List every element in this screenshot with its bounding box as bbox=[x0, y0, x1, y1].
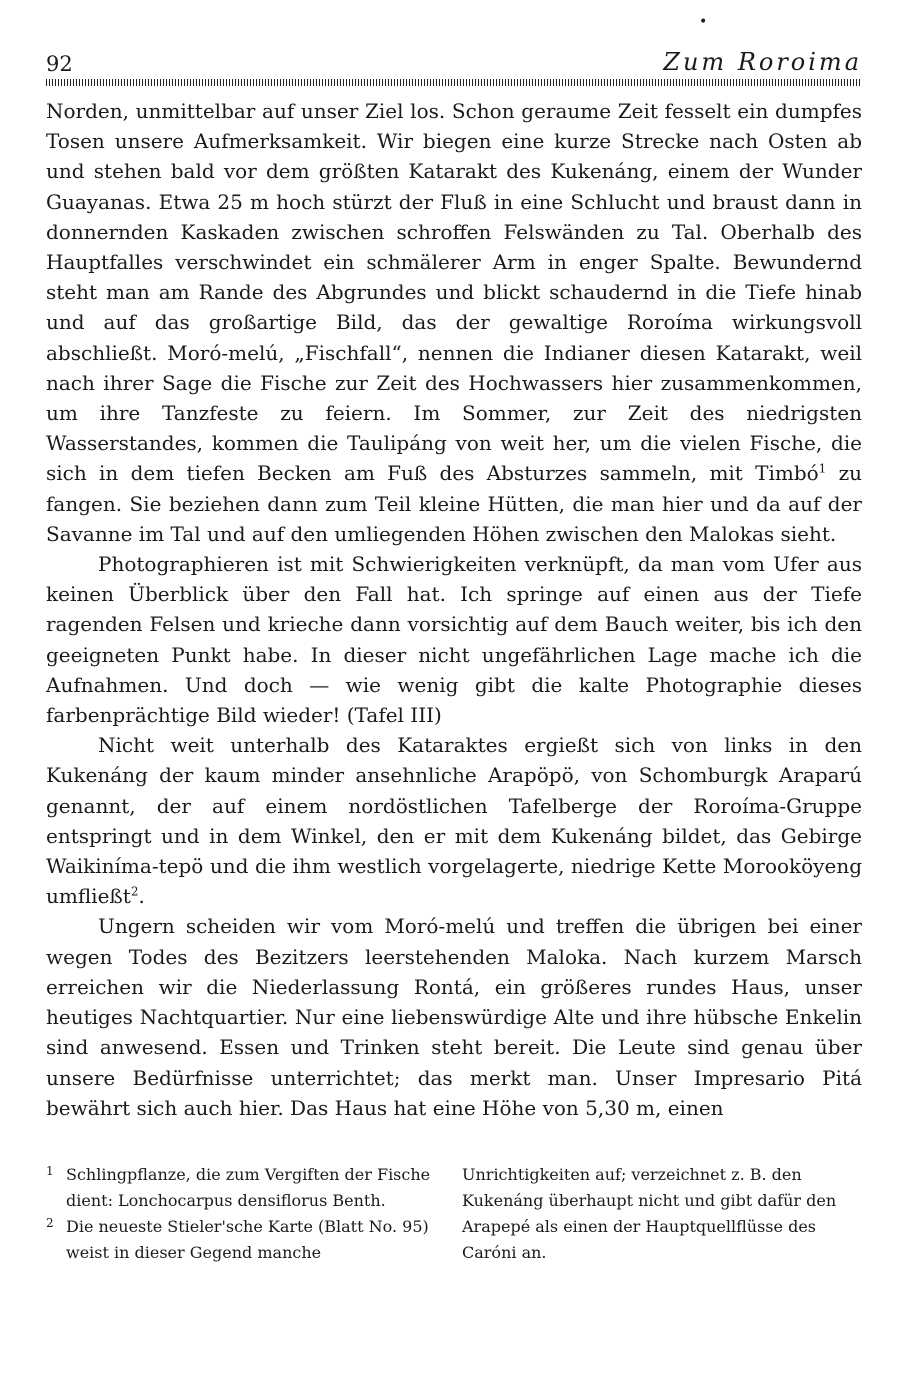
page-number: 92 bbox=[46, 52, 73, 76]
paragraph-1 bbox=[46, 96, 862, 549]
paragraph-4-text: Ungern scheiden wir vom Moró-melú und treffen die übrigen bei einer wegen Todes des Bezitzers leerstehenden Maloka. Nach kurzem Marsch erreichen wir die Niederlassung Rontá, ein größeres rundes Haus, unser heutiges Nachtquartier. Nur eine liebenswürdige Alte und ihre hübsche Enkelin sind anwesend. Essen und Trinken steht bereit. Die Leute sind genau über unsere Bedürfnisse unterrichtet; das merkt man. Unser Impresario Pitá bewährt sich auch hier. Das Haus hat eine Höhe von 5,30 m, einen bbox=[46, 914, 862, 1120]
footnote-1 bbox=[46, 1162, 446, 1214]
body-text bbox=[46, 96, 862, 1123]
page-header bbox=[46, 50, 862, 76]
paragraph-3-text-cont: . bbox=[138, 884, 145, 909]
footnote-1-number: 1 bbox=[46, 1164, 54, 1178]
footnote-1-text: Schlingpflanze, die zum Vergiften der Fische dient: Lonchocarpus densiflorus Benth. bbox=[66, 1165, 431, 1210]
header-rule bbox=[46, 79, 862, 86]
footnote-2-continued: Unrichtigkeiten auf; verzeichnet z. B. den Kukenáng überhaupt nicht und gibt dafür den Arapepé als einen der Hauptquellflüsse des Caróni an. bbox=[462, 1165, 837, 1262]
paragraph-3-text: Nicht weit unterhalb des Kataraktes ergießt sich von links in den Kukenáng der kaum minder ansehnliche Arapöpö, von Schomburgk Araparú genannt, der auf einem nordöstlichen Tafelberge der Roroíma-Gruppe entspringt und in dem Winkel, den er mit dem Kukenáng bildet, das Gebirge Waikiníma-tepö und die ihm westlich vorgelagerte, niedrige Kette Morooköyeng umfließt bbox=[46, 733, 862, 909]
footnote-2 bbox=[46, 1214, 446, 1266]
footnote-ref-2: 2 bbox=[130, 884, 139, 899]
footnotes bbox=[46, 1162, 862, 1266]
print-mark: • bbox=[699, 14, 708, 30]
paragraph-2-text: Photographieren ist mit Schwierigkeiten verknüpft, da man vom Ufer aus keinen Überblick über den Fall hat. Ich springe auf einen aus der Tiefe ragenden Felsen und krieche dann vorsichtig auf dem Bauch weiter, bis ich den geeigneten Punkt habe. In dieser nicht ungefährlichen Lage mache ich die Aufnahmen. Und doch — wie wenig gibt die kalte Photographie dieses farbenprächtige Bild wieder! (Tafel III) bbox=[46, 552, 862, 728]
paragraph-4 bbox=[46, 911, 862, 1122]
paragraph-3 bbox=[46, 730, 862, 911]
footnote-2-number: 2 bbox=[46, 1216, 54, 1230]
footnote-ref-1: 1 bbox=[818, 461, 827, 476]
footnotes-right-column bbox=[462, 1162, 862, 1266]
paragraph-1-text-cont: zu fangen. Sie beziehen dann zum Teil kleine Hütten, die man hier und da auf der Savanne im Tal und auf den umliegenden Höhen zwischen den Malokas sieht. bbox=[46, 461, 863, 546]
paragraph-2 bbox=[46, 549, 862, 730]
footnotes-left-column bbox=[46, 1162, 446, 1266]
paragraph-1-text: Norden, unmittelbar auf unser Ziel los. Schon geraume Zeit fesselt ein dumpfes Tosen unsere Aufmerksamkeit. Wir biegen eine kurze Strecke nach Osten ab und stehen bald vor dem größten Katarakt des Kukenáng, einem der Wunder Guayanas. Etwa 25 m hoch stürzt der Fluß in eine Schlucht und braust dann in donnernden Kaskaden zwischen schroffen Felswänden zu Tal. Oberhalb des Hauptfalles verschwindet ein schmälerer Arm in enger Spalte. Bewundernd steht man am Rande des Abgrundes und blickt schaudernd in die Tiefe hinab und auf das großartige Bild, das der gewaltige Roroíma wirkungsvoll abschließt. Moró-melú, „Fischfall“, nennen die Indianer diesen Katarakt, weil nach ihrer Sage die Fische zur Zeit des Hochwassers hier zusammenkommen, um ihre Tanzfeste zu feiern. Im Sommer, zur Zeit des niedrigsten Wasserstandes, kommen die Taulipáng von weit her, um die vielen Fische, die sich in dem tiefen Becken am Fuß des Absturzes sammeln, mit Timbó bbox=[46, 99, 862, 486]
running-title: Zum Roroima bbox=[663, 48, 862, 76]
footnote-2-text: Die neueste Stieler'sche Karte (Blatt No. 95) weist in dieser Gegend manche bbox=[66, 1217, 429, 1262]
